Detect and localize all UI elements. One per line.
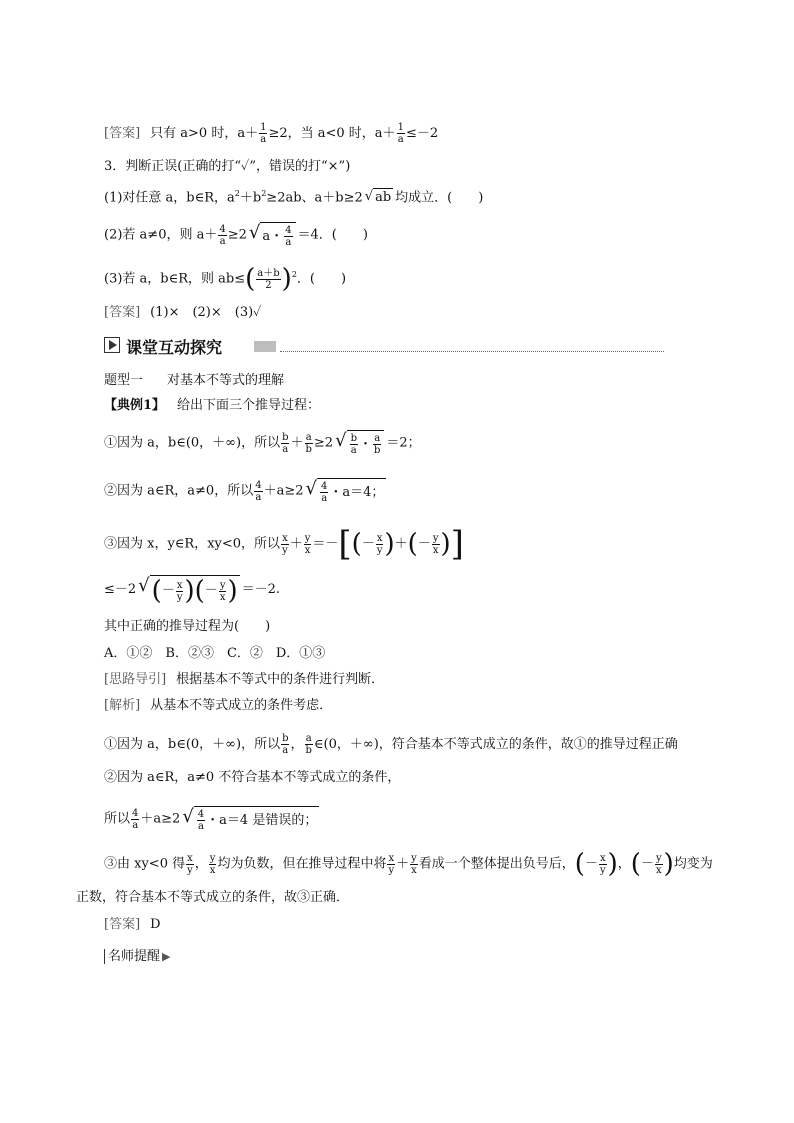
question-3-part-1: (1)对任意 a，b∈R，$a^2+b^2\ge 2ab$、a＋b≥2 √ ab 均成立．( ) (104, 189, 484, 206)
example-heading: 【典例1】 给出下面三个推导过程： (104, 398, 321, 413)
sqrt: √ ( － $\frac{x}{y}$ ) ( － $\frac{y}{x}$ ) (138, 575, 238, 606)
question-3-part-3: (3)若 a，b∈R，则 ab≤( $\frac{a+b}{2}$ )$^2$．( ) (104, 264, 347, 294)
answer-tag: [答案] (104, 126, 141, 141)
example-line-1: ①因为 a，b∈(0，＋∞)，所以 $\frac{b}{a}$ ＋ $\frac{a}{b}$ ≥2 √ $\frac{b}{a}$ ・ $\frac{a}{b}$ ＝2； (104, 430, 421, 456)
solution-line-3: ③由 xy<0 得 $\frac{x}{y}$ ， $\frac{y}{x}$ 均为负数，但在推导过程中将 $\frac{x}{y}$ ＋ $\frac{y}{x}$ 看成一个整体提出负号后，(－ $\frac{x}{y}$ )，(－ $\frac{y}{x}$ )均变为 (104, 849, 713, 879)
options: A．①② B．②③ C．② D．①③ (104, 646, 326, 661)
solution-line-2b: 所以 $\frac{4}{a}$ ＋a≥2 √ $\frac{4}{a}$ ・a＝4 是错误的； (104, 806, 318, 832)
section-bar (254, 341, 276, 352)
guide-line: [思路导引] 根据基本不等式中的条件进行判断． (104, 672, 385, 687)
example-line-3b: ≤－2 √ ( － $\frac{x}{y}$ ) ( － $\frac{y}{x}$ ) ＝－2. (104, 575, 281, 606)
analysis-line: [解析] 从基本不等式成立的条件考虑． (104, 698, 333, 713)
answer-tag: [答案] (104, 305, 141, 320)
question-3-title: 3．判断正误(正确的打“✓”，错误的打“×”) (104, 159, 351, 174)
sqrt: √ $\frac{4}{a}$ ・a＝4； (305, 478, 385, 504)
play-arrow-icon: ▶ (162, 950, 171, 963)
sqrt: √ $\frac{b}{a}$ ・ $\frac{a}{b}$ (335, 430, 384, 456)
play-arrow-icon (104, 337, 120, 353)
fraction: $\frac{1}{a}$ (397, 122, 404, 145)
section-title: 课堂互动探究 (126, 338, 223, 357)
sqrt: √ $\frac{4}{a}$ ・a＝4 是错误的； (182, 806, 318, 832)
section-divider (280, 351, 664, 352)
solution-line-3b: 正数，符合基本不等式成立的条件，故③正确． (76, 890, 350, 905)
type-heading: 题型一 对基本不等式的理解 (104, 373, 285, 388)
fraction: $\frac{1}{a}$ (260, 122, 267, 145)
example-line-2: ②因为 a∈R，a≠0，所以 $\frac{4}{a}$ ＋a≥2 √ $\frac{4}{a}$ ・a＝4； (104, 478, 385, 504)
sqrt: √ a・ $\frac{4}{a}$ (249, 222, 296, 248)
example-line-3: ③因为 x，y∈R，xy<0，所以 $\frac{x}{y}$ ＋ $\frac{y}{x}$ ＝－[(－ $\frac{x}{y}$ )＋(－ $\frac{y}{x}$ )] (104, 524, 464, 564)
tip-heading: 名师提醒 ▶ (104, 948, 170, 966)
solution-line-2: ②因为 a∈R，a≠0 不符合基本不等式成立的条件， (104, 770, 401, 785)
answer-line-3: [答案] D (104, 917, 161, 932)
question-3-part-2: (2)若 a≠0，则 a＋ $\frac{4}{a}$ ≥2 √ a・ $\frac{4}{a}$ ＝4．( ) (104, 222, 368, 248)
answer-line-1: [答案] 只有 a>0 时，a＋ $\frac{1}{a}$ ≥2，当 a<0 时，a＋ $\frac{1}{a}$ ≤－2 (104, 122, 439, 145)
solution-line-1: ①因为 a，b∈(0，＋∞)，所以 $\frac{b}{a}$ ， $\frac{a}{b}$ ∈(0，＋∞)，符合基本不等式成立的条件，故①的推导过程正确 (104, 733, 678, 756)
answer-line-2: [答案] (1)× (2)× (3)✓ (104, 305, 262, 320)
sqrt: √ ab (364, 189, 392, 206)
question-prompt: 其中正确的推导过程为( ) (104, 619, 271, 634)
section-header (104, 335, 664, 357)
